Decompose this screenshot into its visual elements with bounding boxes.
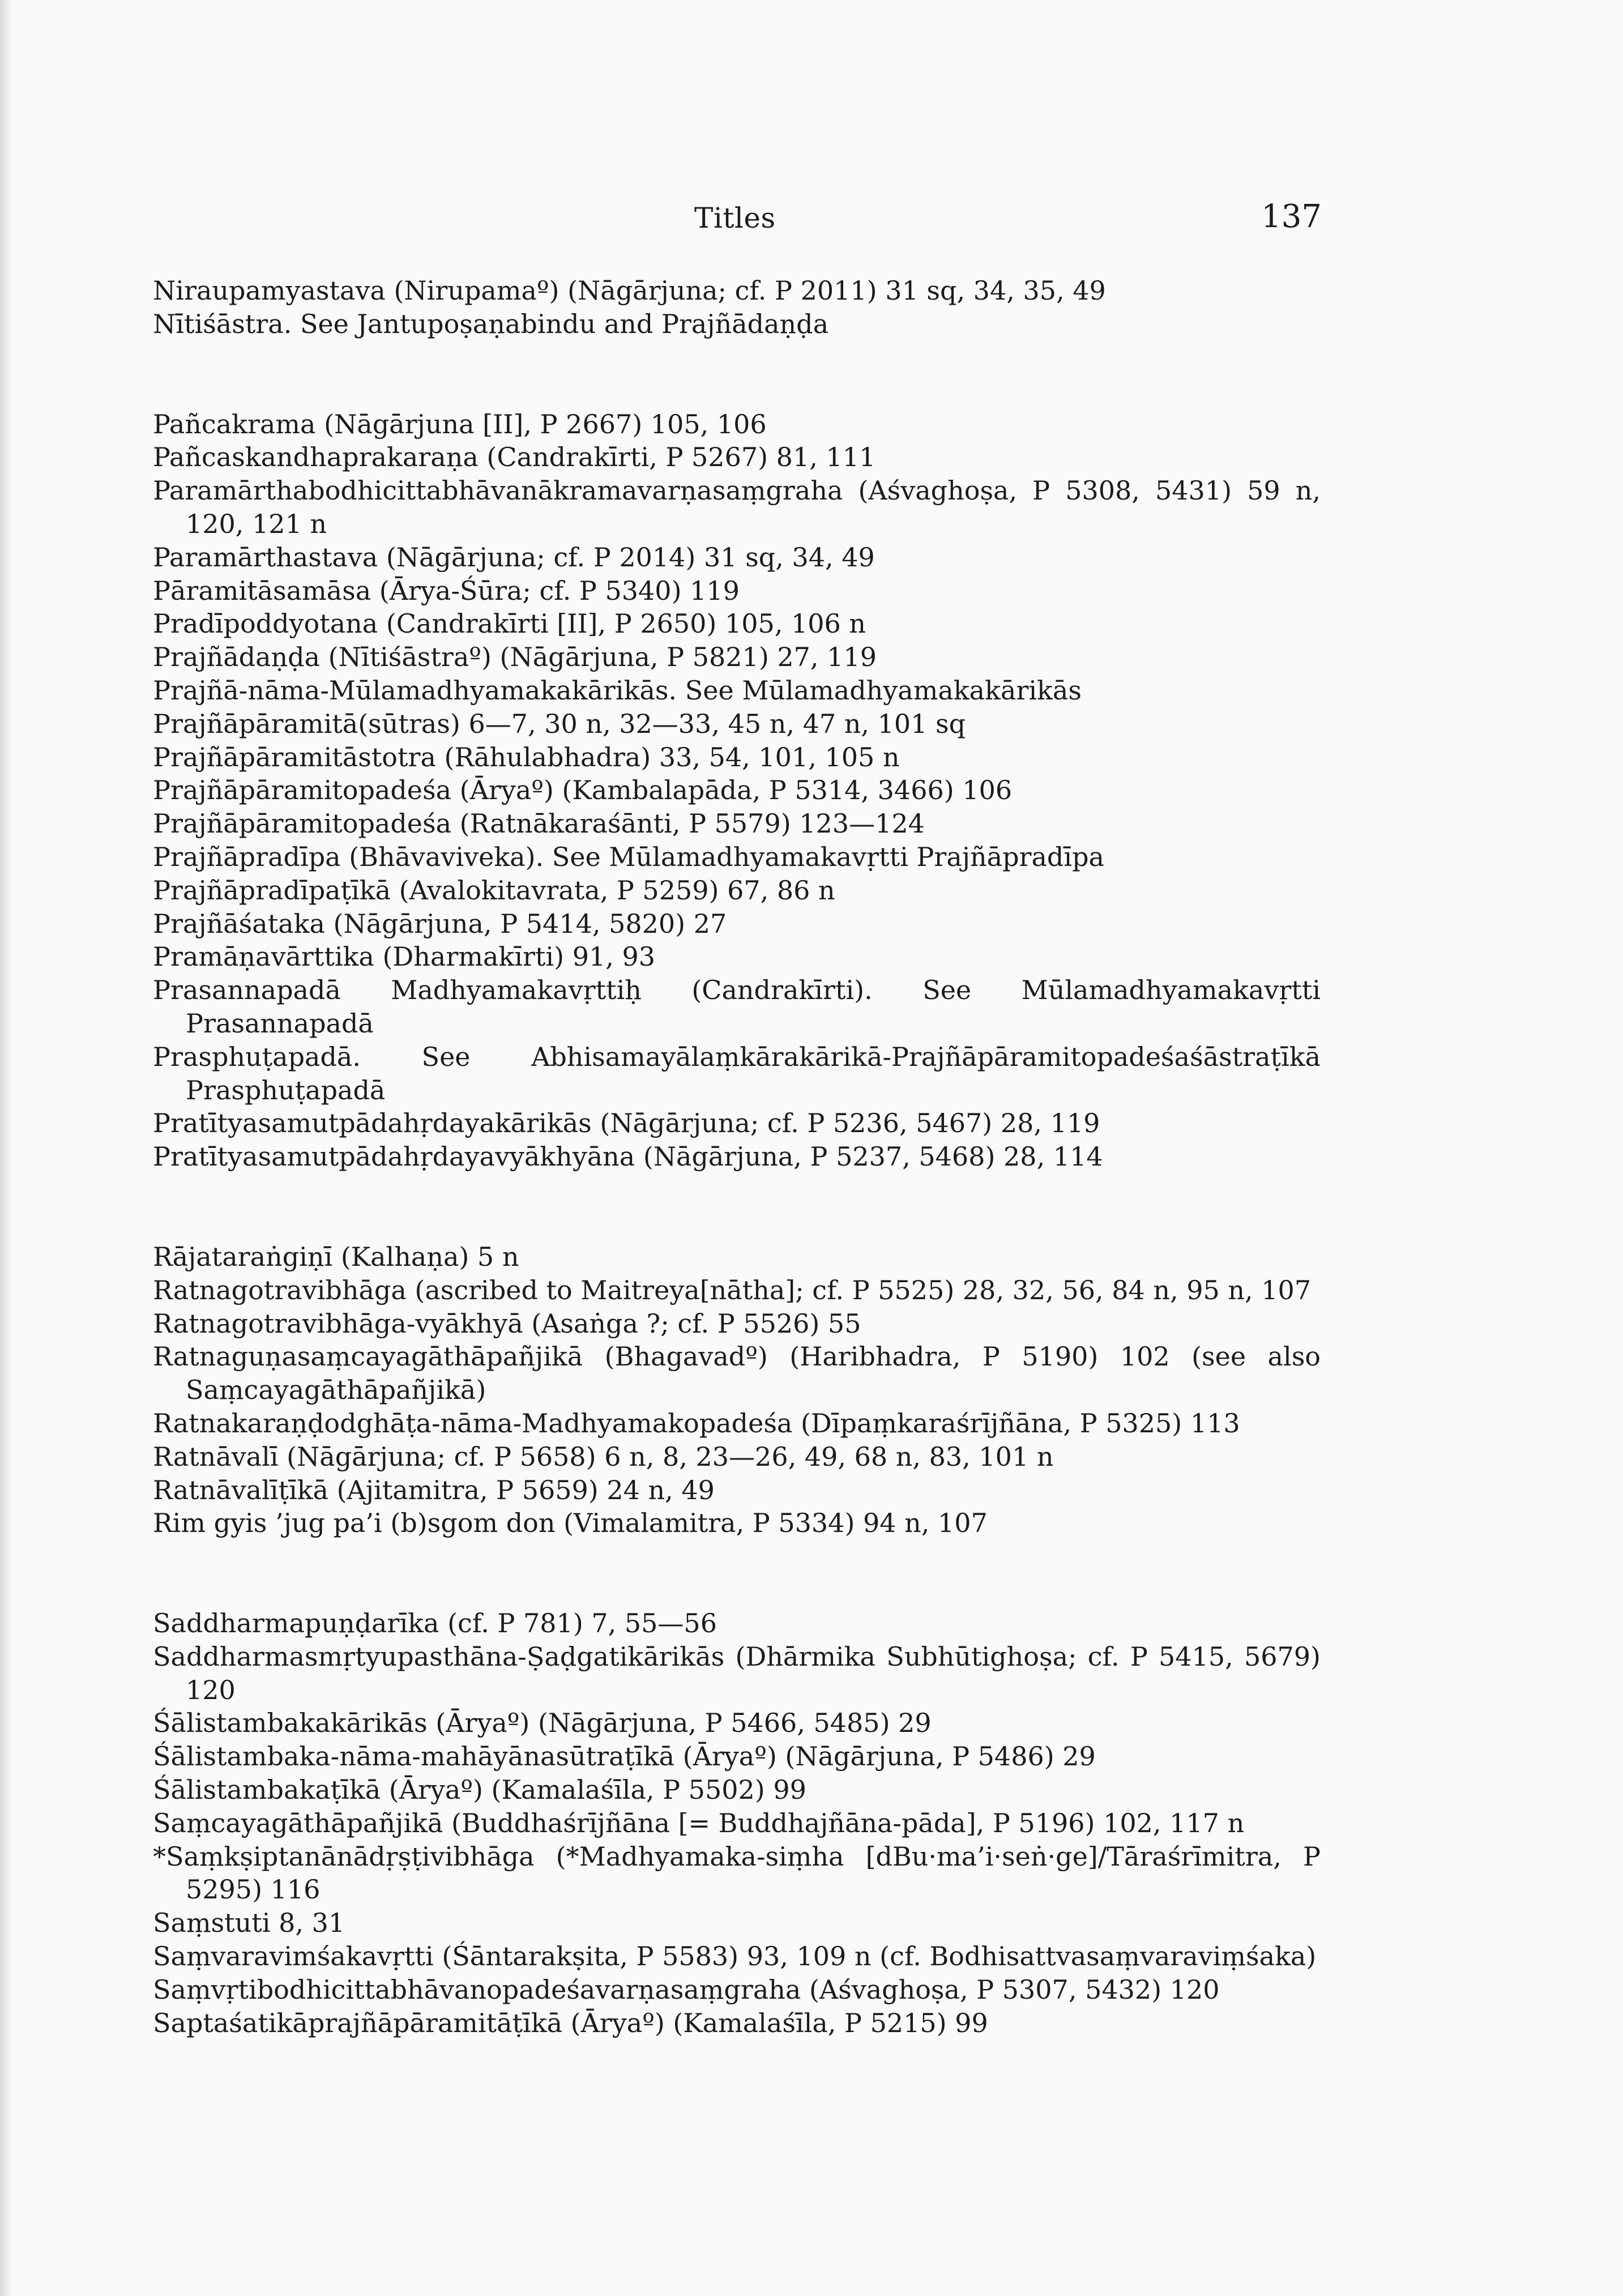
index-entry: Pañcakrama (Nāgārjuna [II], P 2667) 105, 106 [153, 408, 767, 439]
index-entry: Saṃvaravimśakavṛtti (Śāntarakṣita, P 5583) 93, 109 n (cf. Bodhisattvasaṃvaraviṃśaka) [153, 1941, 1317, 1972]
index-entry: Prajñāśataka (Nāgārjuna, P 5414, 5820) 27 [153, 908, 727, 939]
index-entry: Rim gyis ’jug pa’i (b)sgom don (Vimalamitra, P 5334) 94 n, 107 [153, 1508, 988, 1539]
index-entry: Paramārthabodhicittabhāvanākramavarṇasaṃgraha (Aśvaghoṣa, P 5308, 5431) 59 n, 120, 121 n [153, 475, 1321, 539]
index-entry: Prasphuṭapadā. See Abhisamayālaṃkārakārikā-Prajñāpāramitopadeśaśāstraṭīkā Prasphuṭapadā [153, 1041, 1321, 1106]
index-entry: Prajñāpāramitā(sūtras) 6—7, 30 n, 32—33, 45 n, 47 n, 101 sq [153, 708, 966, 739]
running-title: Titles [694, 202, 776, 234]
index-entry: Prajñādaṇḍa (Nītiśāstraº) (Nāgārjuna, P 5821) 27, 119 [153, 642, 877, 673]
page-edge-shadow [0, 0, 12, 2296]
index-entry: Prajñā-nāma-Mūlamadhyamakakārikās. See Mūlamadhyamakakārikās [153, 675, 1082, 706]
index-entry: Paramārthastava (Nāgārjuna; cf. P 2014) 31 sq, 34, 49 [153, 541, 875, 573]
index-entry: *Saṃkṣiptanānādṛṣṭivibhāga (*Madhyamaka-siṃha [dBu·ma’i·seṅ·ge]/Tāraśrīmitra, P 5295) 116 [153, 1841, 1321, 1905]
index-entry: Saṃvṛtibodhicittabhāvanopadeśavarṇasaṃgraha (Aśvaghoṣa, P 5307, 5432) 120 [153, 1974, 1220, 2005]
index-entry: Prasannapadā Madhyamakavṛttiḥ (Candrakīrti). See Mūlamadhyamakavṛtti Prasannapadā [153, 975, 1321, 1039]
index-entry: Nītiśāstra. See Jantupoṣaṇabindu and Prajñādaṇḍa [153, 308, 828, 339]
index-entry: Pramāṇavārttika (Dharmakīrti) 91, 93 [153, 941, 656, 972]
index-entry: Prajñāpradīpa (Bhāvaviveka). See Mūlamadhyamakavṛtti Prajñāpradīpa [153, 841, 1104, 872]
index-entries [153, 274, 1321, 2039]
index-entry: Rājataraṅgiṇī (Kalhaṇa) 5 n [153, 1241, 519, 1272]
index-entry: Prajñāpāramitāstotra (Rāhulabhadra) 33, 54, 101, 105 n [153, 741, 900, 773]
index-entry: Śālistambaka-nāma-mahāyānasūtraṭīkā (Āryaº) (Nāgārjuna, P 5486) 29 [153, 1741, 1096, 1772]
index-entry: Ratnagotravibhāga-vyākhyā (Asaṅga ?; cf. P 5526) 55 [153, 1308, 861, 1339]
index-entry: Prajñāpradīpaṭīkā (Avalokitavrata, P 5259) 67, 86 n [153, 874, 835, 906]
index-entry: Saṃstuti 8, 31 [153, 1907, 345, 1939]
index-entry: Pratītyasamutpādahṛdayakārikās (Nāgārjuna; cf. P 5236, 5467) 28, 119 [153, 1108, 1100, 1139]
index-entry: Saddharmasmṛtyupasthāna-Ṣaḍgatikārikās (Dhārmika Subhūtighoṣa; cf. P 5415, 5679) 120 [153, 1641, 1321, 1705]
index-entry: Saṃcayagāthāpañjikā (Buddhaśrījñāna [= Buddhajñāna-pāda], P 5196) 102, 117 n [153, 1807, 1245, 1838]
index-entry: Pañcaskandhaprakaraṇa (Candrakīrti, P 5267) 81, 111 [153, 442, 876, 473]
index-entry: Prajñāpāramitopadeśa (Āryaº) (Kambalapāda, P 5314, 3466) 106 [153, 775, 1013, 806]
index-entry: Ratnakaraṇḍodghāṭa-nāma-Madhyamakopadeśa (Dīpaṃkaraśrījñāna, P 5325) 113 [153, 1407, 1240, 1439]
index-entry: Śālistambakakārikās (Āryaº) (Nāgārjuna, P 5466, 5485) 29 [153, 1708, 932, 1739]
index-entry: Pratītyasamutpādahṛdayavyākhyāna (Nāgārjuna, P 5237, 5468) 28, 114 [153, 1141, 1103, 1172]
index-entry: Saptaśatikāprajñāpāramitāṭīkā (Āryaº) (Kamalaśīla, P 5215) 99 [153, 2007, 988, 2038]
index-entry: Saddharmapuṇḍarīka (cf. P 781) 7, 55—56 [153, 1608, 717, 1639]
index-entry: Prajñāpāramitopadeśa (Ratnākaraśānti, P 5579) 123—124 [153, 808, 925, 839]
index-entry: Ratnaguṇasaṃcayagāthāpañjikā (Bhagavadº) (Haribhadra, P 5190) 102 (see also Saṃcayagāthāpañjikā) [153, 1341, 1321, 1406]
index-entry: Pāramitāsamāsa (Ārya-Śūra; cf. P 5340) 119 [153, 575, 740, 606]
index-entry: Śālistambakaṭīkā (Āryaº) (Kamalaśīla, P 5502) 99 [153, 1774, 806, 1806]
index-entry: Niraupamyastava (Nirupamaº) (Nāgārjuna; cf. P 2011) 31 sq, 34, 35, 49 [153, 275, 1106, 306]
index-entry: Ratnāvalīṭīkā (Ajitamitra, P 5659) 24 n, 49 [153, 1474, 715, 1505]
index-entry: Pradīpoddyotana (Candrakīrti [II], P 2650) 105, 106 n [153, 608, 866, 639]
page-number: 137 [1261, 198, 1322, 235]
index-entry: Ratnāvalī (Nāgārjuna; cf. P 5658) 6 n, 8, 23—26, 49, 68 n, 83, 101 n [153, 1441, 1054, 1472]
index-entry: Ratnagotravibhāga (ascribed to Maitreya[nātha]; cf. P 5525) 28, 32, 56, 84 n, 95 n, 107 [153, 1274, 1312, 1305]
